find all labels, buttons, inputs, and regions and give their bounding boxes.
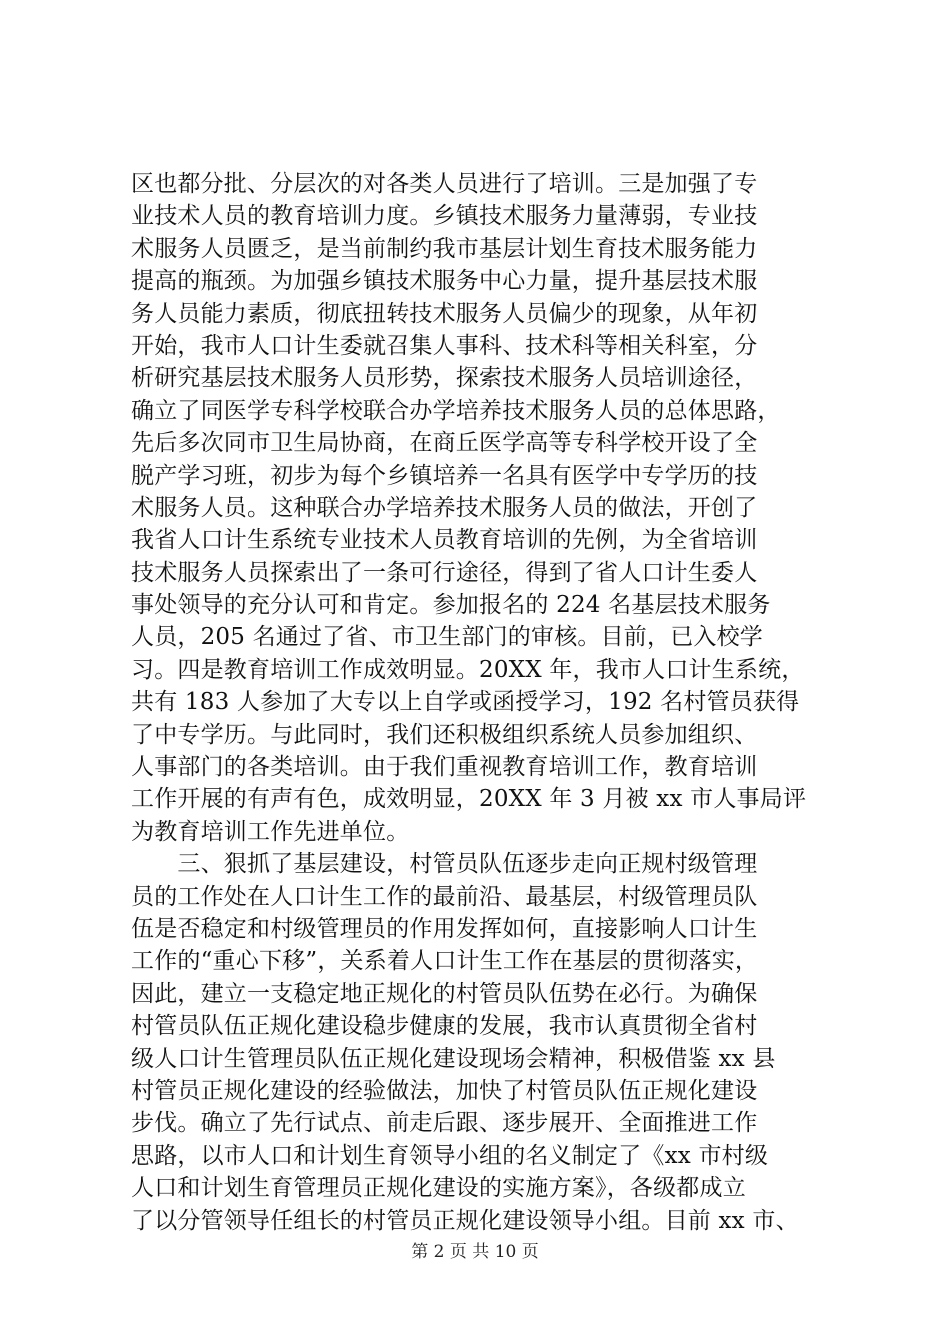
text-line: 术服务人员。这种联合办学培养技术服务人员的做法，开创了 (131, 494, 758, 521)
text-line: 术服务人员匮乏，是当前制约我市基层计划生育技术服务能力 (131, 235, 758, 262)
text-line: 事处领导的充分认可和肯定。参加报名的 224 名基层技术服务 (131, 592, 771, 619)
text-line: 析研究基层技术服务人员形势，探索技术服务人员培训途径， (131, 365, 758, 392)
text-line: 工作开展的有声有色，成效明显，20XX 年 3 月被 xx 市人事局评 (131, 786, 807, 813)
page-number-footer: 第 2 页 共 10 页 (411, 1242, 539, 1262)
text-line: 人口和计划生育管理员正规化建设的实施方案》，各级都成立 (131, 1175, 746, 1202)
text-line: 步伐。确立了先行试点、前走后跟、逐步展开、全面推进工作 (131, 1110, 758, 1137)
text-line: 人事部门的各类培训。由于我们重视教育培训工作，教育培训 (131, 754, 758, 781)
text-line: 开始，我市人口计生委就召集人事科、技术科等相关科室，分 (131, 332, 758, 359)
text-line: 先后多次同市卫生局协商，在商丘医学高等专科学校开设了全 (131, 430, 758, 457)
text-line: 了中专学历。与此同时，我们还积极组织系统人员参加组织、 (131, 721, 758, 748)
text-line: 级人口计生管理员队伍正规化建设现场会精神，积极借鉴 xx 县 (131, 1045, 776, 1072)
text-line: 确立了同医学专科学校联合办学培养技术服务人员的总体思路， (131, 397, 781, 424)
text-line: 区也都分批、分层次的对各类人员进行了培训。三是加强了专 (131, 171, 758, 197)
text-line: 为教育培训工作先进单位。 (131, 818, 410, 845)
text-line: 村管员队伍正规化建设稳步健康的发展，我市认真贯彻全省村 (131, 1013, 758, 1040)
text-line: 务人员能力素质，彻底扭转技术服务人员偏少的现象，从年初 (131, 300, 758, 327)
text-line: 村管员正规化建设的经验做法，加快了村管员队伍正规化建设 (131, 1077, 758, 1104)
text-line: 思路，以市人口和计划生育领导小组的名义制定了《xx 市村级 (131, 1142, 769, 1169)
text-line: 提高的瓶颈。为加强乡镇技术服务中心力量，提升基层技术服 (131, 268, 758, 295)
text-line: 业技术人员的教育培训力度。乡镇技术服务力量薄弱，专业技 (131, 203, 758, 230)
text-line: 脱产学习班，初步为每个乡镇培养一名具有医学中专学历的技 (131, 462, 758, 489)
text-line: 习。四是教育培训工作成效明显。20XX 年，我市人口计生系统， (131, 656, 805, 683)
text-line: 因此，建立一支稳定地正规化的村管员队伍势在必行。为确保 (131, 980, 758, 1007)
text-line: 技术服务人员探索出了一条可行途径，得到了省人口计生委人 (131, 559, 758, 586)
text-line: 了以分管领导任组长的村管员正规化建设领导小组。目前 xx 市、 (131, 1207, 799, 1234)
text-line: 伍是否稳定和村级管理员的作用发挥如何，直接影响人口计生 (131, 915, 758, 942)
document-body (131, 168, 843, 1237)
section-heading-line: 三、狠抓了基层建设，村管员队伍逐步走向正规村级管理 (131, 851, 758, 878)
text-line: 工作的“重心下移”，关系着人口计生工作在基层的贯彻落实， (131, 948, 759, 975)
text-line: 人员，205 名通过了省、市卫生部门的审核。目前，已入校学 (131, 624, 764, 651)
text-line: 我省人口计生系统专业技术人员教育培训的先例，为全省培训 (131, 527, 758, 554)
text-line: 员的工作处在人口计生工作的最前沿、最基层，村级管理员队 (131, 883, 758, 910)
text-line: 共有 183 人参加了大专以上自学或函授学习，192 名村管员获得 (131, 689, 800, 716)
